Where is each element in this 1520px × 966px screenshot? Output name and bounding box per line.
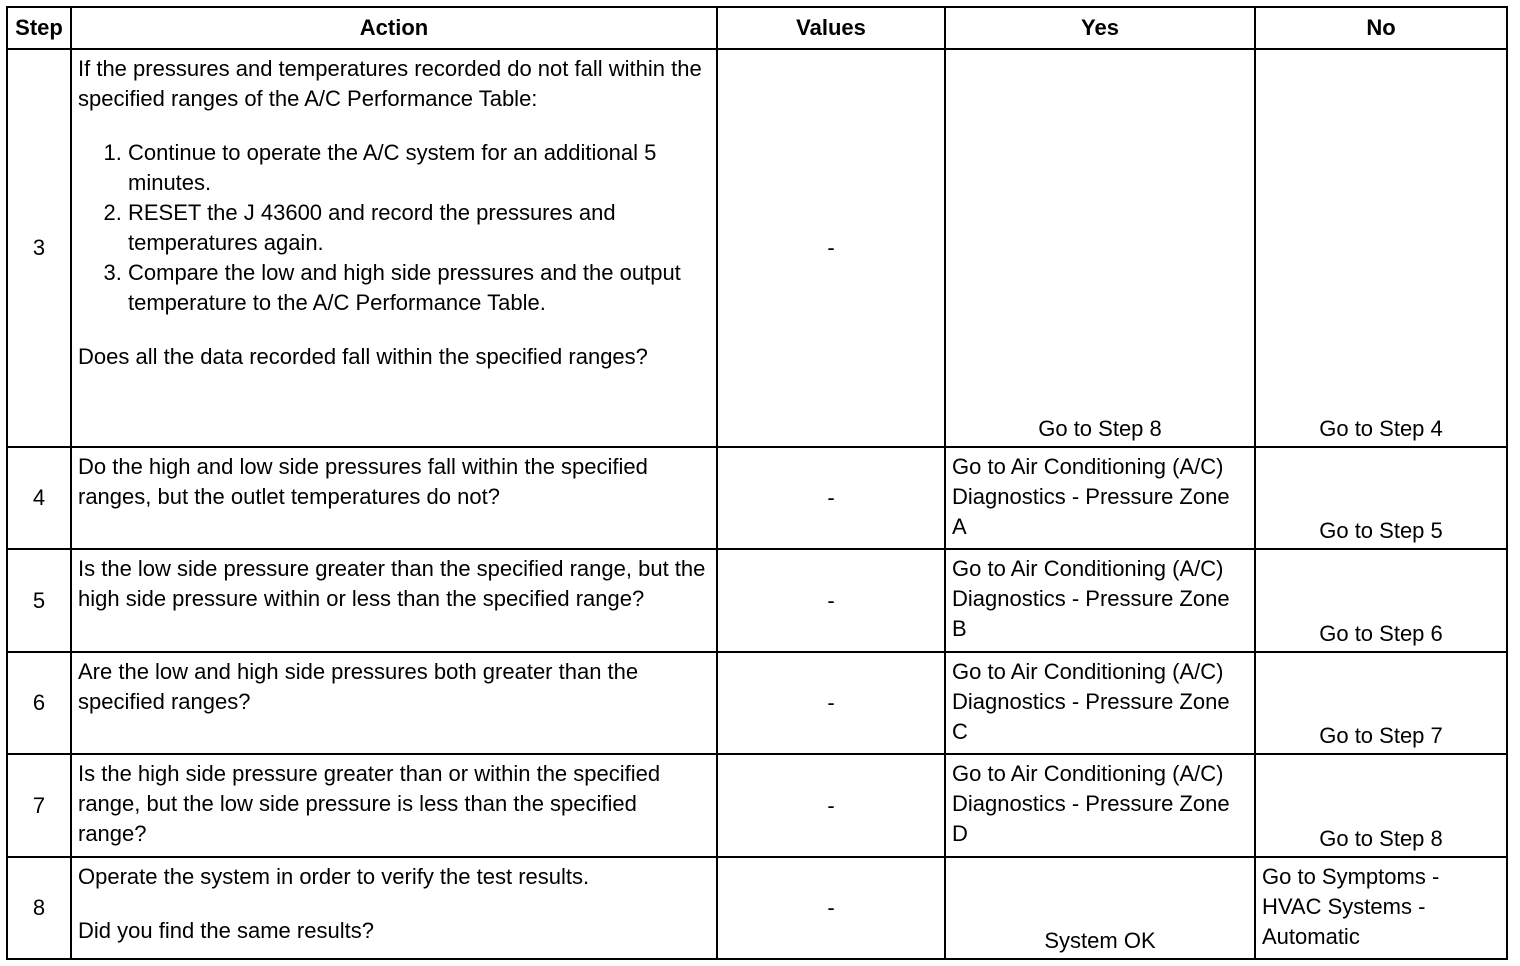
- action-question: Did you find the same results?: [78, 918, 374, 943]
- step-number: 6: [7, 652, 71, 754]
- no-link[interactable]: Go to Step 6: [1255, 549, 1507, 652]
- action-steps-list: [78, 138, 710, 318]
- yes-link[interactable]: Go to Air Conditioning (A/C) Diagnostics - Pressure Zone A: [945, 447, 1255, 549]
- action-question: Does all the data recorded fall within the specified ranges?: [78, 344, 648, 369]
- diagnostic-table: [6, 6, 1508, 960]
- no-link[interactable]: Go to Symptoms - HVAC Systems - Automatic: [1255, 857, 1507, 959]
- values-cell: -: [717, 447, 945, 549]
- yes-link[interactable]: Go to Air Conditioning (A/C) Diagnostics - Pressure Zone B: [945, 549, 1255, 652]
- action-line: Operate the system in order to verify the test results.: [78, 864, 590, 889]
- no-link[interactable]: Go to Step 5: [1255, 447, 1507, 549]
- no-link[interactable]: Go to Step 7: [1255, 652, 1507, 754]
- action-cell: Do the high and low side pressures fall within the specified ranges, but the outlet temperatures do not?: [71, 447, 717, 549]
- table-row: [7, 652, 1507, 754]
- step-number: 4: [7, 447, 71, 549]
- values-cell: -: [717, 652, 945, 754]
- table-row: [7, 49, 1507, 447]
- list-item: 1. Continue to operate the A/C system for an additional 5 minutes.: [128, 138, 710, 198]
- step-number: 5: [7, 549, 71, 652]
- action-cell: Is the low side pressure greater than the specified range, but the high side pressure within or less than the specified range?: [71, 549, 717, 652]
- header-row: [7, 7, 1507, 49]
- list-item: 3. Compare the low and high side pressures and the output temperature to the A/C Performance Table.: [128, 258, 710, 318]
- values-cell: -: [717, 549, 945, 652]
- action-cell: Is the high side pressure greater than or within the specified range, but the low side pressure is less than the specified range?: [71, 754, 717, 857]
- action-cell: [71, 857, 717, 959]
- step-number: 7: [7, 754, 71, 857]
- table-row: [7, 549, 1507, 652]
- header-values: Values: [717, 7, 945, 49]
- values-cell: -: [717, 857, 945, 959]
- table-row: [7, 857, 1507, 959]
- action-intro: If the pressures and temperatures recorded do not fall within the specified ranges of the A/C Performance Table:: [78, 56, 702, 111]
- values-cell: -: [717, 754, 945, 857]
- no-link[interactable]: Go to Step 8: [1255, 754, 1507, 857]
- yes-link[interactable]: Go to Step 8: [945, 49, 1255, 447]
- yes-link[interactable]: Go to Air Conditioning (A/C) Diagnostics - Pressure Zone D: [945, 754, 1255, 857]
- values-cell: -: [717, 49, 945, 447]
- header-yes: Yes: [945, 7, 1255, 49]
- step-number: 3: [7, 49, 71, 447]
- header-no: No: [1255, 7, 1507, 49]
- table-row: [7, 754, 1507, 857]
- step-number: 8: [7, 857, 71, 959]
- yes-link[interactable]: Go to Air Conditioning (A/C) Diagnostics - Pressure Zone C: [945, 652, 1255, 754]
- no-link[interactable]: Go to Step 4: [1255, 49, 1507, 447]
- header-action: Action: [71, 7, 717, 49]
- table-row: [7, 447, 1507, 549]
- yes-link[interactable]: System OK: [945, 857, 1255, 959]
- list-item: 2. RESET the J 43600 and record the pressures and temperatures again.: [128, 198, 710, 258]
- action-cell: Are the low and high side pressures both greater than the specified ranges?: [71, 652, 717, 754]
- header-step: Step: [7, 7, 71, 49]
- action-cell: [71, 49, 717, 447]
